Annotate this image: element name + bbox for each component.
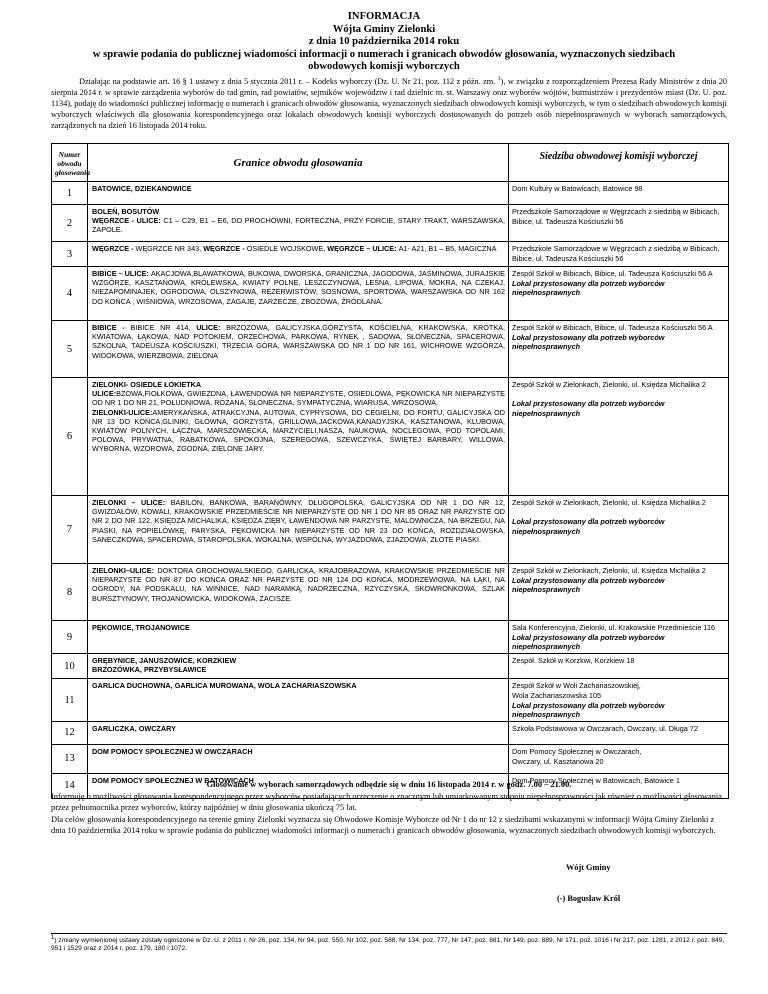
boundary-text: OSIEDLE WOJSKOWE, [246,244,328,253]
district-boundary [88,182,509,205]
boundary-key: ULICE: [196,323,227,332]
district-number: 11 [52,679,88,722]
table-header-row [52,144,729,182]
boundary-key: WĘGRZCE - [92,244,136,253]
intro-paragraph [51,77,727,132]
seat-text: Sala Konferencyjna, Zielonki, ul. Krakowskie Przedmieście 116 [512,623,716,632]
accessible-note: Lokal przystosowany dla potrzeb wyborców niepełnosprawnych [512,399,665,419]
seat-text: Zespół Szkół w Woli Zachariaszowskiej, [512,681,641,691]
table-row [52,744,729,773]
seat-text: Dom Kultury w Batowicach, Batowice 98 [512,184,643,193]
closing-section [51,779,727,837]
boundary-text: BRZOZOWA, GALICYJSKA,GÓRZYSTA, KOŚCIELNA, KRAKOWSKA, KRÓTKA, KWIATOWA, ŁĄKOWA, NAD POTOKIEM, ORZECHOWA, PARKOWA, RYNEK , SADOWA, SŁONECZNA, SPACEROWA, SZKOLNA, TADEUSZA KOŚCIUSZKI, TRZECIA GÓRA, WARSZAWSKA OD NR 1 DO NR 161, WICHROWE WZGÓRZA, WIDOKOWA, WIERZBOWA, ZIELONA [92,323,505,360]
district-boundary [88,621,509,654]
table-row [52,242,729,267]
accessible-note: Lokal przystosowany dla potrzeb wyborców niepełnosprawnych [512,700,665,720]
accessible-note: Lokal przystosowany dla potrzeb wyborców niepełnosprawnych [512,332,665,352]
district-number: 5 [52,321,88,378]
district-boundary [88,496,509,564]
district-number: 13 [52,744,88,773]
district-boundary [88,267,509,321]
district-boundary [88,679,509,722]
district-seat [509,654,729,679]
seat-text: Przedszkole Samorządowe w Węgrzcach z siedzibą w Bibicach, Bibice, ul. Tadeusza Kościuszki 56 [512,244,720,263]
districts-table [51,143,729,799]
header-title: INFORMACJA [347,11,421,22]
boundary-text: DOM POMOCY SPOŁECZNEJ W OWCZARACH [92,746,253,756]
boundary-text: GARLICZKA, OWCZARY [92,723,176,733]
boundary-key: ZIELONKI–ULICE: [92,566,158,575]
footnote-marker: 1 [51,934,55,941]
table-row [52,621,729,654]
seat-text: Szkoła Podstawowa w Owczarach, Owczary, ul. Długa 72 [512,723,699,733]
accessible-note: Lokal przystosowany dla potrzeb wyborców niepełnosprawnych [512,575,665,595]
district-number: 7 [52,496,88,564]
district-number: 10 [52,654,88,679]
district-boundary [88,205,509,242]
boundary-text: PĘKOWICE, TROJANOWICE [92,623,190,632]
header-boundary: Granice obwodu głosowania [88,144,509,182]
seat-text: Zespół. Szkół w Korzkwi, Korzkiew 18 [512,656,635,666]
seat-text: Zespół Szkół w Zielonkach, Zielonki, ul. Księdza Michalika 2 [512,566,706,575]
table-row [52,205,729,242]
table-row [52,321,729,378]
boundary-text: DOM POMOCY SPOŁECZNEJ W BATOWICACH [92,775,254,785]
header-author: Wójta Gminy Zielonki [332,23,436,35]
header-seat: Siedziba obwodowej komisji wyborczej [509,144,729,182]
seat-text: Dom Pomocy Społecznej w Batowicach, Batowice 1 [512,775,680,785]
boundary-text: BZOWA,FIOŁKOWA, GWIEZDNA, ŁAWENDOWA NR NIEPARZYSTE, OSIEDLOWA, PĘKOWICKA NR NIEPARZYSTE OD NR 1 DO NR 21, POŁUDNIOWA, RÓŻANA, SŁONECZNA, SYMPATYCZNA, WIARUSA, WRZOSOWA. [92,389,505,408]
boundary-text: AMERYKAŃSKA, ATRAKCYJNA, AUTOWA, CYPRYSOWA, DO CEGIELNI, DO FORTU, GALICYJSKA OD NR 13 DO KOŃCA,GLINIKI, GŁÓWNA, GÓRZYSTA, GRILLOWA,JACKOWA,KANADYJSKA, KASZTANOWA, KLUBOWA, KWIATÓW POLNYCH, ŁĄCZNA, MARSZOWIECKA, MARZYCIELI,NASZA, NAUKOWA, NOCLEGOWA, POD TOPOLAMI, POLOWA, PRYWATNA, RABATKOWA, SPOKOJNA, SZEREGOWA, SZEWCZYKA, ŚWIĘTEJ BARBARY, WILLOWA, WYBORNA, WZOROWA, ZGODNA, ZIELONE JARY. [92,407,505,454]
boundary-text: BOLEŃ, BOSUTÓW [92,207,160,216]
district-boundary [88,654,509,679]
table-row [52,679,729,722]
closing-paragraph: Informuję o możliwości głosowania korespondencyjnego przez wyborców posiadających orzeczenie o znacznym lub umiarkowanym stopniu niepełnosprawności jak również o możliwości głosowania przez pełnomocnika przez wyborców, którzy najpóźniej w dniu głosowania ukończą 75 lat. [51,791,722,813]
table-row [52,654,729,679]
district-seat [509,378,729,496]
district-seat [509,182,729,205]
district-boundary [88,321,509,378]
boundary-text: BATOWICE, DZIEKANOWICE [92,184,192,193]
intro-text: Działając na podstawie art. 16 § 1 ustawy z dnia 5 stycznia 2011 r. – Kodeks wyborczy (Dz. U. Nr 21, poz. 112 z późn. zm. [79,77,498,86]
boundary-text: BIBICE NR 414, [130,323,197,332]
boundary-key: WĘGRZCE - ULICE: [92,216,164,226]
footnote-ref: 1 [497,76,501,83]
boundary-text: AKACJOWA,BLAWATKOWA, BUKOWA, DWORSKA, GRANICZNA, JAGODOWA, JAŚMINOWA, JURAJSKIE WZGÓRZE, KASZTANOWA, KRÓLEWSKA, KWIATY POLNE, LESZCZYNOWA, LEŚNA, LIPOWA, MOKRA, NA CZEKAJ, NIEZAPOMINAJEK, OGRODOWA, OLSZYNOWA, REZERWISTÓW, SOSNOWA, SPORTOWA, WARSZAWSKA OD NR 162 DO KOŃCA , WIŚNIOWA, WRZOSOWA, ZAGAJE, ZARZECZE, ZBOŻOWA, ŹRÓDLANA. [92,269,506,306]
district-seat [509,496,729,564]
boundary-key: ULICE: [92,389,117,399]
boundary-key: ZIELONKI – ULICE: [92,498,171,507]
district-seat [509,242,729,267]
district-seat [509,744,729,773]
signature-name: (-) Bogusław Król [557,894,621,903]
district-number: 14 [52,773,88,798]
district-number: 3 [52,242,88,267]
district-boundary [88,564,509,621]
district-boundary [88,242,509,267]
district-number: 6 [52,378,88,496]
district-seat [509,205,729,242]
intro-text-cont: ), w związku z rozporządzeniem Prezesa Rady Ministrów z dnia 20 sierpnia 2014 r. w sprawie zarządzenia wyborów do rad gmin, rad powiatów, sejmików województw i rad dzielnic m. st. Warszawy oraz wyborów wójtów, burmistrzów i prezydentów miast (Dz. U. poz. 1134), podaję do wiadomości publicznej informację o numerach i granicach obwodów głosowania, wyznaczonych siedzibach obwodowych komisji wyborczych, w tym o siedzibach obwodowych komisji wyborczych właściwych dla głosowania korespondencyjnego oraz lokalach obwodowych komisji wyborczych dostosowanych do potrzeb osób niepełnosprawnych w wyborach samorządowych, zarządzonych na dzień 16 listopada 2014 roku. [51,77,727,130]
district-seat [509,267,729,321]
seat-text: Zespół Szkół w Zielonkach, Zielonki, ul. Księdza Michalika 2 [512,380,706,389]
district-number: 8 [52,564,88,621]
accessible-note: Lokal przystosowany dla potrzeb wyborców niepełnosprawnych [512,632,665,652]
table-row [52,378,729,496]
boundary-text: DOKTORA GROCHOWALSKIEGO, GARLICKA, KRAJOBRAZOWA, KRAKOWSKIE PRZEDMIEŚCIE NR NIEPARZYSTE OD NR 87 DO KOŃCA ORAZ NR PARZYSTE OD NR 124 DO KOŃCA, MODRZEWIOWA, NA ŁĄKI, NA OGRODY, NA PODSKALU, NA WINNICE, NAD NARAMKĄ, NADRZECZNA, RZYCZYSKA, SKOWRONKOWA, SZLAK BURSZTYNOWY, TROJANOWICKA, WIDOKOWA, ZACISZE. [92,566,506,603]
district-seat [509,321,729,378]
voting-hours: Głosowanie w wyborach samorządowych odbędzie się w dniu 16 listopada 2014 r. w godz. 7.00 – 21.00. [206,780,572,789]
district-number: 4 [52,267,88,321]
boundary-key: ZIELONKI-ULICE: [92,407,153,417]
table-row [52,267,729,321]
footnote [51,933,727,954]
closing-paragraph: Dla celów głosowania korespondencyjnego na terenie gminy Zielonki wyznacza się Obwodowe Komisje Wyborcze od Nr 1 do nr 12 z siedzibami wskazanymi w informacji Wójta Gminy Zielonki z dnia 10 października 2014 roku w sprawie podania do publicznej wiadomości informacji o numerach i granicach obwodów głosowania, wyznaczonych siedzibach obwodowych komisji wyborczych. [51,814,716,836]
boundary-text: A1- A21, B1 – B5, MAGICZNA [398,244,497,253]
boundary-key: WĘGRZCE – ULICE: [327,244,399,253]
table-row [52,564,729,621]
district-number: 2 [52,205,88,242]
document-header [0,11,768,74]
boundary-text: C1 – C29, E1 – E6, DO PROCHOWNI, FORTECZNA, PRZY FORCIE, STARY TRAKT, WARSZAWSKA, ZAPOLE. [92,216,505,235]
header-date: z dnia 10 października 2014 roku [308,36,460,48]
accessible-note: Lokal przystosowany dla potrzeb wyborców niepełnosprawnych [512,278,665,298]
boundary-key: ZIELONKI- OSIEDLE ŁOKIETKA [92,380,202,389]
district-boundary [88,721,509,744]
seat-text: Dom Pomocy Społecznej w Owczarach, [512,746,642,756]
boundary-key: BIBICE – ULICE: [92,269,151,278]
seat-text: Przedszkole Samorządowe w Węgrzcach z siedzibą w Bibicach, Bibice, ul. Tadeusza Kościuszki 56 [512,207,720,226]
header-num: Numer obwodu głosowania [52,144,88,182]
boundary-text: BRZOZÓWKA, PRZYBYSŁAWICE [92,665,207,675]
boundary-text: WĘGRZCE NR 343, [135,244,204,253]
district-seat [509,621,729,654]
footnote-text: ) zmiany wymienionej ustawy zostały ogłoszone w Dz. U. z 2011 r. Nr 26, poz. 134, Nr 94, poz. 550, Nr 102, poz. 588, Nr 134, poz. 777, Nr 147, poz. 881, Nr 149, poz. 889, Nr 171, poz. 1016 i Nr 217, poz. 1281, z 2012 r. poz. 849, 951 i 1529 oraz z 2014 r. poz. 179, 180 i 1072. [51,937,725,953]
district-number: 12 [52,721,88,744]
district-number: 1 [52,182,88,205]
boundary-text: BABILON, BANKOWA, BARANÓWNY, DŁUGOPOLSKA, GALICYJSKA OD NR 1 DO NR 12, GWIZDAŁÓW, KOWALI, KRAKOWSKIE PRZEDMIEŚCIE NR NIEPARZYSTE OD NR 1 DO NR 85 ORAZ NR PARZYSTE OD NR 2 DO NR 122, KSIĘDZA MICHALIKA, KSIĘDZA ZIĘBY, ŁAWENDOWA NR PARZYSTE, MALOWNICZA, NA BRZEGU, NA PIASKI, NA POPIELÓWKĘ, PARYSKA, PĘKOWICKA NR NIEPARZYSTE OD NR 23 DO KOŃCA, ROZDZIAŁOWSKA, SANECZKOWA, SPACEROWA, STAROPOLSKA, WOKALNA, WSPÓLNA, WYJAZDOWA, ZJAZDOWA, ZŁOTE PIASKI. [92,498,505,544]
header-subject-cont: obwodowych komisji wyborczych [308,61,460,73]
district-seat [509,679,729,722]
seat-text: Zespół Szkół w Bibicach, Bibice, ul. Tadeusza Kościuszki 56 A [512,323,713,332]
table-row [52,182,729,205]
boundary-text: GARLICA DUCHOWNA, GARLICA MUROWANA, WOLA ZACHARIASZOWSKA [92,681,357,691]
accessible-note: Lokal przystosowany dla potrzeb wyborców niepełnosprawnych [512,517,665,537]
district-boundary [88,744,509,773]
seat-text: Zespół Szkół w Zielonkach, Zielonki, ul. Księdza Michalika 2 [512,498,706,507]
boundary-text: GRĘBYNICE, JANUSZOWICE, KORZKIEW [92,656,237,666]
district-boundary [88,378,509,496]
boundary-key: WĘGRZCE - [203,244,247,253]
seat-text: Owczary, ul. Kasztanowa 20 [512,756,604,766]
signature-title: Wójt Gminy [566,863,611,872]
district-seat [509,721,729,744]
table-row [52,496,729,564]
district-seat [509,564,729,621]
seat-text: Zespół Szkół w Bibicach, Bibice, ul. Tadeusza Kościuszki 56 A [512,269,713,278]
header-subject: w sprawie podania do publicznej wiadomości informacji o numerach i granicach obwodów głosowania, wyznaczonych siedzibach [92,48,676,60]
boundary-key: BIBICE - [92,323,131,332]
seat-text: Wola Zachariaszowska 105 [512,690,602,700]
table-row [52,721,729,744]
district-number: 9 [52,621,88,654]
